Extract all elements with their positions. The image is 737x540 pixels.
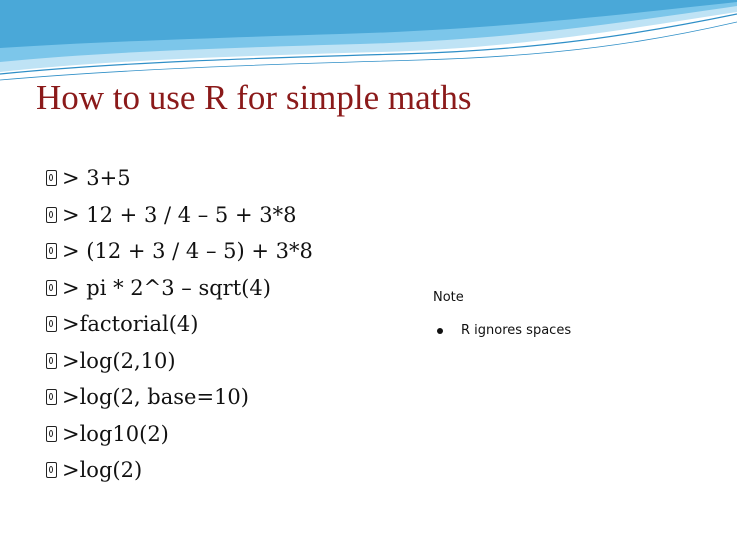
command-text: >log10(2) — [62, 421, 169, 446]
list-item — [46, 452, 313, 489]
missing-glyph-icon — [46, 243, 57, 259]
missing-glyph-icon — [46, 170, 57, 186]
note-box — [433, 290, 571, 338]
command-text: >log(2,10) — [62, 348, 176, 373]
note-heading: Note — [433, 290, 464, 305]
list-item — [46, 306, 313, 343]
command-text: >log(2, base=10) — [62, 385, 249, 410]
command-text: >factorial(4) — [62, 312, 199, 337]
command-list — [46, 160, 313, 489]
note-text: R ignores spaces — [461, 323, 572, 338]
header-wave-decoration — [0, 0, 737, 90]
slide-title: How to use R for simple maths — [36, 78, 472, 117]
list-item — [46, 343, 313, 380]
missing-glyph-icon — [46, 462, 57, 478]
command-text: > (12 + 3 / 4 – 5) + 3*8 — [62, 239, 313, 264]
command-text: > pi * 2^3 – sqrt(4) — [62, 275, 271, 300]
missing-glyph-icon — [46, 426, 57, 442]
bullet-dot-icon — [437, 328, 443, 334]
command-text: >log(2) — [62, 458, 143, 483]
missing-glyph-icon — [46, 280, 57, 296]
missing-glyph-icon — [46, 207, 57, 223]
list-item — [46, 197, 313, 234]
list-item — [46, 270, 313, 307]
command-text: > 3+5 — [62, 166, 131, 191]
note-item — [433, 323, 571, 338]
list-item — [46, 379, 313, 416]
missing-glyph-icon — [46, 353, 57, 369]
note-list — [433, 323, 571, 338]
command-text: > 12 + 3 / 4 – 5 + 3*8 — [62, 202, 297, 227]
list-item — [46, 160, 313, 197]
missing-glyph-icon — [46, 389, 57, 405]
list-item — [46, 416, 313, 453]
list-item — [46, 233, 313, 270]
missing-glyph-icon — [46, 316, 57, 332]
